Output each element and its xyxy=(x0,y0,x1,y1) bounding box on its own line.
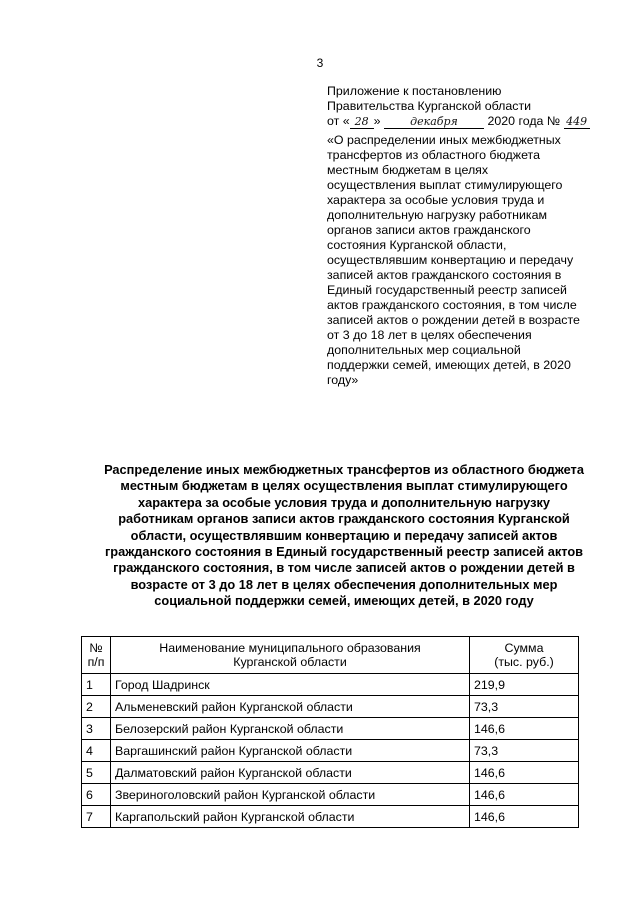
row-name: Звериноголовский район Курганской области xyxy=(111,784,470,806)
page-number: 3 xyxy=(316,56,324,70)
resolution-title-line: осуществлявшим конвертацию и передачу xyxy=(327,253,574,267)
header-name xyxy=(111,637,470,674)
distribution-table xyxy=(81,636,579,828)
row-sum: 146,6 xyxy=(470,718,579,740)
resolution-title-line: записей актов о рождении детей в возрасте xyxy=(327,313,580,327)
row-num: 2 xyxy=(82,696,111,718)
row-num: 7 xyxy=(82,806,111,828)
title-line: области, осуществлявшим конвертацию и передачу записей актов xyxy=(130,527,558,543)
date-mid: » xyxy=(373,114,381,128)
title-line: характера за особые условия труда и дополнительную нагрузку xyxy=(137,494,551,510)
appendix-block xyxy=(327,84,617,388)
resolution-title-line: актов гражданского состояния, в том числе xyxy=(327,298,577,312)
date-month: декабря xyxy=(384,116,484,129)
resolution-title-line: от 3 до 18 лет в целях обеспечения xyxy=(327,328,532,342)
table-row xyxy=(82,784,579,806)
header-name-line-2: Курганской области xyxy=(233,655,347,669)
resolution-title-line: дополнительную нагрузку работникам xyxy=(327,208,548,222)
resolution-title-line: Единый государственный реестр записей xyxy=(327,283,567,297)
title-line: Распределение иных межбюджетных трансфертов из областного бюджета xyxy=(104,462,584,477)
resolution-title-line: году» xyxy=(327,373,359,387)
table-row xyxy=(82,806,579,828)
row-sum: 146,6 xyxy=(470,806,579,828)
title-line: гражданского состояния в Единый государственный реестр записей актов xyxy=(104,544,584,560)
header-sum-line-1: Сумма xyxy=(504,641,544,655)
header-name-line-1: Наименование муниципального образования xyxy=(159,641,421,655)
row-num: 3 xyxy=(82,718,111,740)
date-day: 28 xyxy=(350,116,374,129)
date-suffix: 2020 года № xyxy=(487,114,561,128)
row-name: Альменевский район Курганской области xyxy=(111,696,470,718)
date-prefix: от « xyxy=(327,114,350,128)
resolution-title-line: трансфертов из областного бюджета xyxy=(327,148,540,162)
table-row xyxy=(82,740,579,762)
row-name: Далматовский район Курганской области xyxy=(111,762,470,784)
resolution-title-line: дополнительных мер социальной xyxy=(327,343,521,357)
resolution-title-line: «О распределении иных межбюджетных xyxy=(327,133,561,147)
row-num: 5 xyxy=(82,762,111,784)
row-num: 1 xyxy=(82,674,111,696)
document-title xyxy=(70,462,618,610)
row-sum: 219,9 xyxy=(470,674,579,696)
title-line: местным бюджетам в целях осуществления выплат стимулирующего xyxy=(120,478,568,494)
header-sum-line-2: (тыс. руб.) xyxy=(494,655,554,669)
row-num: 6 xyxy=(82,784,111,806)
row-sum: 146,6 xyxy=(470,762,579,784)
resolution-title xyxy=(327,133,617,388)
appendix-line-2: Правительства Курганской области xyxy=(327,99,532,113)
table-row xyxy=(82,674,579,696)
resolution-title-line: поддержки семей, имеющих детей, в 2020 xyxy=(327,358,571,372)
row-num: 4 xyxy=(82,740,111,762)
row-name: Варгашинский район Курганской области xyxy=(111,740,470,762)
resolution-title-line: состояния Курганской области, xyxy=(327,238,507,252)
table-header-row xyxy=(82,637,579,674)
resolution-title-line: характера за особые условия труда и xyxy=(327,193,545,207)
row-name: Белозерский район Курганской области xyxy=(111,718,470,740)
title-line: работникам органов записи актов гражданского состояния Курганской xyxy=(118,511,570,527)
row-sum: 73,3 xyxy=(470,740,579,762)
appendix-line-1: Приложение к постановлению xyxy=(327,84,502,98)
table-row xyxy=(82,762,579,784)
table-row xyxy=(82,696,579,718)
resolution-title-line: осуществления выплат стимулирующего xyxy=(327,178,563,192)
resolution-title-line: записей актов гражданского состояния в xyxy=(327,268,562,282)
row-name: Каргапольский район Курганской области xyxy=(111,806,470,828)
row-sum: 146,6 xyxy=(470,784,579,806)
header-num-line-2: п/п xyxy=(87,655,105,669)
header-num-line-1: № xyxy=(89,641,103,655)
title-line: социальной поддержки семей, имеющих детей, в 2020 году xyxy=(154,593,534,609)
resolution-number: 449 xyxy=(564,116,590,129)
header-sum xyxy=(470,637,579,674)
table-row xyxy=(82,718,579,740)
row-name: Город Шадринск xyxy=(111,674,470,696)
resolution-title-line: местным бюджетам в целях xyxy=(327,163,489,177)
title-line: гражданского состояния, в том числе записей актов о рождении детей в xyxy=(113,560,575,576)
resolution-title-line: органов записи актов гражданского xyxy=(327,223,531,237)
header-num xyxy=(82,637,111,674)
title-line: возрасте от 3 до 18 лет в целях обеспечения дополнительных мер xyxy=(130,576,558,592)
row-sum: 73,3 xyxy=(470,696,579,718)
appendix-date-line xyxy=(327,114,617,129)
